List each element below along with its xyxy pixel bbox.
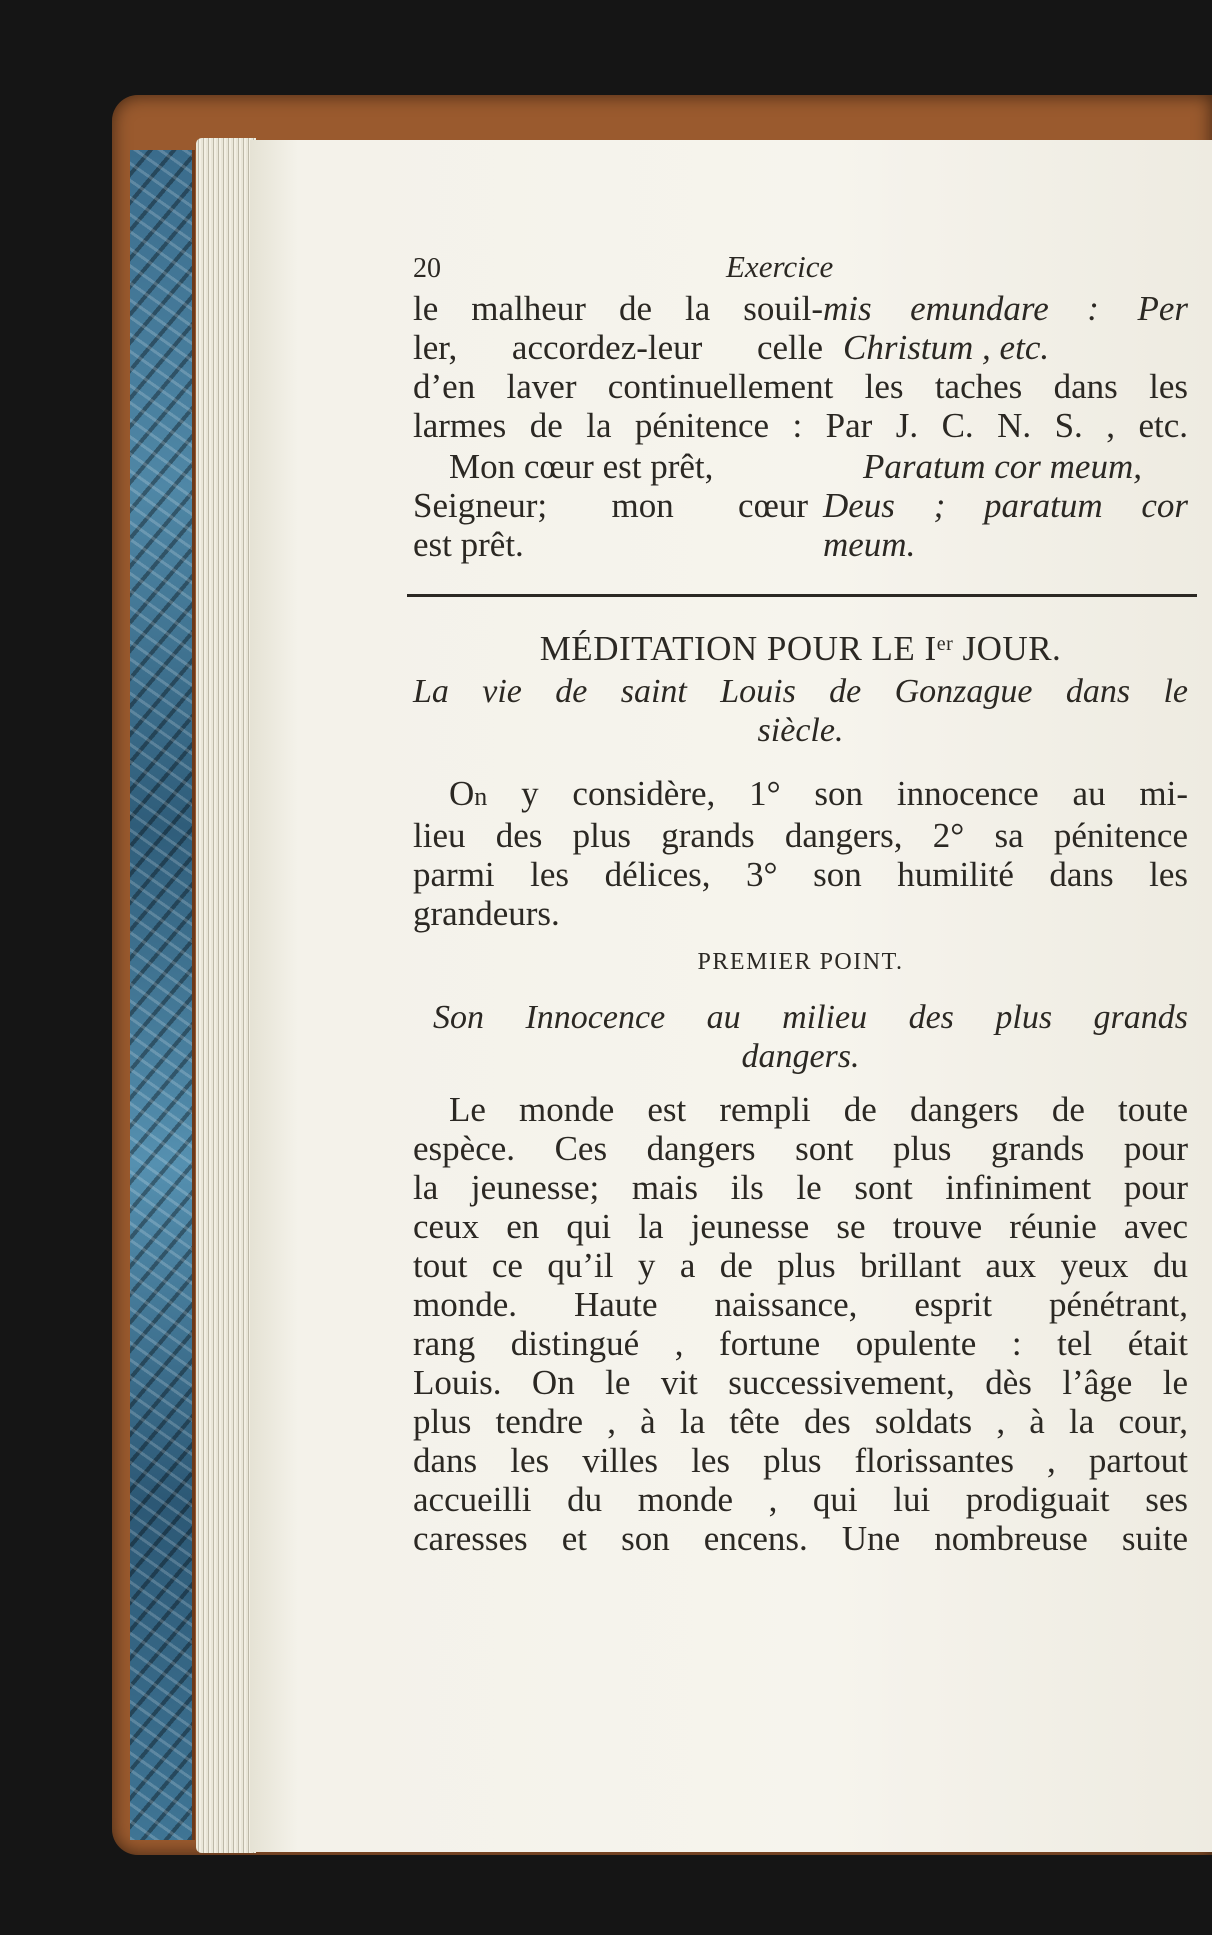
text-line: Louis. On le vit successivement, dès l’âge le bbox=[413, 1363, 1188, 1402]
book-page bbox=[250, 140, 1212, 1852]
text-line: grandeurs. bbox=[413, 894, 560, 933]
text-line: meum. bbox=[823, 525, 916, 564]
marbled-endpaper bbox=[130, 150, 195, 1840]
text-line: larmes de la pénitence : Par J. C. N. S. , etc. bbox=[413, 406, 1188, 445]
page-edges bbox=[196, 138, 256, 1853]
meditation-subtitle bbox=[413, 672, 1188, 750]
subtitle-line: Son Innocence au milieu des plus grands bbox=[433, 999, 1188, 1036]
meditation-title-sup: er bbox=[936, 633, 954, 655]
text-line: la jeunesse; mais ils le sont infiniment pour bbox=[413, 1168, 1188, 1207]
text-line: Le monde est rempli de dangers de toute bbox=[449, 1090, 1188, 1129]
text-line: espèce. Ces dangers sont plus grands pour bbox=[413, 1129, 1188, 1168]
text-line: monde. Haute naissance, esprit pénétrant, bbox=[413, 1285, 1188, 1324]
text-line: mis emundare : Per bbox=[823, 289, 1188, 328]
opening-left-column bbox=[413, 289, 823, 367]
text-line: Mon cœur est prêt, bbox=[449, 447, 714, 486]
intro-line-text: y considère, 1° son innocence au mi- bbox=[521, 774, 1188, 813]
point-heading: PREMIER POINT. bbox=[697, 949, 904, 975]
intro-paragraph bbox=[413, 774, 1188, 933]
text-line: Paratum cor meum, bbox=[863, 447, 1142, 486]
meditation-title-end: JOUR. bbox=[953, 629, 1062, 668]
page-text-block bbox=[413, 247, 1188, 1558]
text-line: dans les villes les plus florissantes , partout bbox=[413, 1441, 1188, 1480]
text-line: Seigneur; mon cœur bbox=[413, 486, 808, 525]
text-line: le malheur de la souil- bbox=[413, 289, 823, 328]
subtitle-line: dangers. bbox=[741, 1038, 860, 1075]
verse-french bbox=[413, 447, 823, 564]
opening-right-column bbox=[823, 289, 1188, 367]
initial-letter: O bbox=[449, 774, 475, 813]
text-line: caresses et son encens. Une nombreuse suite bbox=[413, 1519, 1188, 1558]
text-line: rang distingué , fortune opulente : tel était bbox=[413, 1324, 1188, 1363]
text-line: tout ce qu’il y a de plus brillant aux yeux du bbox=[413, 1246, 1188, 1285]
page-number: 20 bbox=[413, 253, 441, 284]
subtitle-line: La vie de saint Louis de Gonzague dans le bbox=[413, 673, 1188, 710]
text-line: ler, accordez-leur celle bbox=[413, 328, 823, 367]
body-paragraph bbox=[413, 1090, 1188, 1558]
text-line: est prêt. bbox=[413, 525, 524, 564]
text-line: accueilli du monde , qui lui prodiguait ses bbox=[413, 1480, 1188, 1519]
subtitle-line: siècle. bbox=[757, 712, 844, 749]
point-subtitle bbox=[413, 998, 1188, 1076]
initial-rest: n bbox=[474, 782, 488, 811]
verse-latin bbox=[823, 447, 1188, 564]
text-line: ceux en qui la jeunesse se trouve réunie avec bbox=[413, 1207, 1188, 1246]
opening-prayer bbox=[413, 289, 1188, 367]
meditation-title bbox=[413, 625, 1188, 668]
text-line: parmi les délices, 3° son humilité dans les bbox=[413, 855, 1188, 894]
text-line: Deus ; paratum cor bbox=[823, 486, 1188, 525]
text-line: lieu des plus grands dangers, 2° sa pénitence bbox=[413, 816, 1188, 855]
verse-block bbox=[413, 447, 1188, 564]
running-head: Exercice bbox=[726, 249, 834, 284]
meditation-title-text: MÉDITATION POUR LE I bbox=[539, 629, 937, 668]
text-line bbox=[413, 774, 1188, 816]
page-header bbox=[413, 247, 1188, 287]
section-rule bbox=[407, 594, 1197, 597]
text-line: plus tendre , à la tête des soldats , à la cour, bbox=[413, 1402, 1188, 1441]
text-line: d’en laver continuellement les taches dans les bbox=[413, 367, 1188, 406]
text-line: Christum , etc. bbox=[843, 328, 1050, 367]
